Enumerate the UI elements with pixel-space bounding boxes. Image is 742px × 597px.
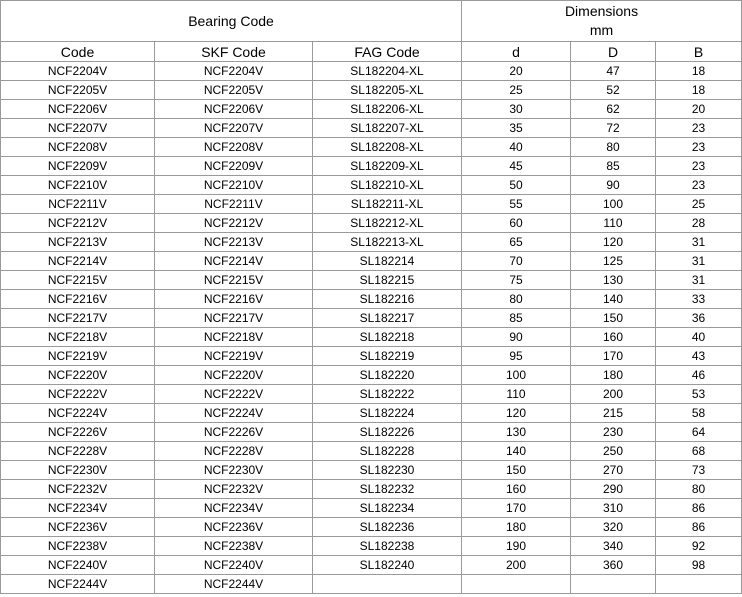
- cell-code: NCF2216V: [1, 290, 155, 309]
- cell-skf-code: NCF2215V: [155, 271, 313, 290]
- cell-b: 23: [656, 157, 742, 176]
- cell-fag-code: SL182213-XL: [313, 233, 462, 252]
- cell-code: NCF2244V: [1, 575, 155, 594]
- cell-skf-code: NCF2224V: [155, 404, 313, 423]
- cell-outer-d: 310: [571, 499, 656, 518]
- cell-b: 40: [656, 328, 742, 347]
- table-row: [1, 271, 742, 290]
- cell-fag-code: SL182232: [313, 480, 462, 499]
- cell-outer-d: 170: [571, 347, 656, 366]
- cell-b: 31: [656, 271, 742, 290]
- cell-code: NCF2215V: [1, 271, 155, 290]
- cell-b: 86: [656, 518, 742, 537]
- cell-d: [462, 575, 571, 594]
- cell-outer-d: 200: [571, 385, 656, 404]
- cell-skf-code: NCF2205V: [155, 81, 313, 100]
- cell-fag-code: SL182238: [313, 537, 462, 556]
- cell-code: NCF2238V: [1, 537, 155, 556]
- cell-code: NCF2222V: [1, 385, 155, 404]
- cell-b: 68: [656, 442, 742, 461]
- cell-b: 23: [656, 176, 742, 195]
- cell-fag-code: SL182219: [313, 347, 462, 366]
- cell-skf-code: NCF2222V: [155, 385, 313, 404]
- table-row: [1, 347, 742, 366]
- cell-skf-code: NCF2217V: [155, 309, 313, 328]
- cell-fag-code: SL182214: [313, 252, 462, 271]
- column-header-skf-code: SKF Code: [155, 42, 313, 62]
- cell-outer-d: 90: [571, 176, 656, 195]
- cell-outer-d: 290: [571, 480, 656, 499]
- cell-b: 18: [656, 81, 742, 100]
- cell-d: 85: [462, 309, 571, 328]
- cell-code: NCF2228V: [1, 442, 155, 461]
- cell-skf-code: NCF2208V: [155, 138, 313, 157]
- cell-code: NCF2210V: [1, 176, 155, 195]
- table-row: [1, 214, 742, 233]
- table-row: [1, 81, 742, 100]
- cell-d: 200: [462, 556, 571, 575]
- cell-outer-d: 100: [571, 195, 656, 214]
- cell-code: NCF2204V: [1, 62, 155, 81]
- table-row: [1, 366, 742, 385]
- cell-skf-code: NCF2232V: [155, 480, 313, 499]
- cell-fag-code: SL182211-XL: [313, 195, 462, 214]
- cell-fag-code: SL182215: [313, 271, 462, 290]
- cell-code: NCF2217V: [1, 309, 155, 328]
- cell-fag-code: SL182224: [313, 404, 462, 423]
- cell-b: 43: [656, 347, 742, 366]
- cell-b: 73: [656, 461, 742, 480]
- cell-b: 80: [656, 480, 742, 499]
- cell-skf-code: NCF2216V: [155, 290, 313, 309]
- cell-outer-d: 230: [571, 423, 656, 442]
- cell-outer-d: 270: [571, 461, 656, 480]
- cell-d: 90: [462, 328, 571, 347]
- cell-d: 190: [462, 537, 571, 556]
- cell-code: NCF2226V: [1, 423, 155, 442]
- table-row: [1, 119, 742, 138]
- cell-fag-code: SL182230: [313, 461, 462, 480]
- cell-outer-d: 320: [571, 518, 656, 537]
- cell-fag-code: SL182217: [313, 309, 462, 328]
- cell-skf-code: NCF2219V: [155, 347, 313, 366]
- cell-code: NCF2207V: [1, 119, 155, 138]
- cell-skf-code: NCF2209V: [155, 157, 313, 176]
- table-row: [1, 290, 742, 309]
- group-header-row: [1, 1, 742, 42]
- cell-fag-code: SL182220: [313, 366, 462, 385]
- table-row: [1, 328, 742, 347]
- cell-d: 65: [462, 233, 571, 252]
- table-row: [1, 176, 742, 195]
- column-header-d: d: [462, 42, 571, 62]
- table-row: [1, 480, 742, 499]
- cell-code: NCF2240V: [1, 556, 155, 575]
- cell-code: NCF2218V: [1, 328, 155, 347]
- table-row: [1, 100, 742, 119]
- table-body: [1, 62, 742, 594]
- cell-b: 20: [656, 100, 742, 119]
- cell-outer-d: 62: [571, 100, 656, 119]
- cell-d: 55: [462, 195, 571, 214]
- cell-outer-d: 250: [571, 442, 656, 461]
- table-row: [1, 233, 742, 252]
- cell-skf-code: NCF2206V: [155, 100, 313, 119]
- cell-skf-code: NCF2210V: [155, 176, 313, 195]
- cell-d: 30: [462, 100, 571, 119]
- cell-code: NCF2208V: [1, 138, 155, 157]
- cell-b: 86: [656, 499, 742, 518]
- cell-fag-code: SL182208-XL: [313, 138, 462, 157]
- cell-outer-d: 52: [571, 81, 656, 100]
- cell-skf-code: NCF2218V: [155, 328, 313, 347]
- cell-d: 50: [462, 176, 571, 195]
- cell-b: 28: [656, 214, 742, 233]
- table-row: [1, 309, 742, 328]
- cell-d: 35: [462, 119, 571, 138]
- cell-d: 110: [462, 385, 571, 404]
- cell-fag-code: SL182236: [313, 518, 462, 537]
- cell-outer-d: 85: [571, 157, 656, 176]
- column-header-b: B: [656, 42, 742, 62]
- cell-code: NCF2220V: [1, 366, 155, 385]
- cell-d: 40: [462, 138, 571, 157]
- cell-skf-code: NCF2207V: [155, 119, 313, 138]
- cell-skf-code: NCF2230V: [155, 461, 313, 480]
- cell-code: NCF2206V: [1, 100, 155, 119]
- cell-code: NCF2213V: [1, 233, 155, 252]
- cell-d: 180: [462, 518, 571, 537]
- cell-b: 31: [656, 233, 742, 252]
- cell-d: 70: [462, 252, 571, 271]
- cell-b: 92: [656, 537, 742, 556]
- column-header-fag-code: FAG Code: [313, 42, 462, 62]
- cell-fag-code: SL182212-XL: [313, 214, 462, 233]
- cell-b: 33: [656, 290, 742, 309]
- bearing-code-header: Bearing Code: [1, 1, 462, 42]
- cell-code: NCF2205V: [1, 81, 155, 100]
- table-row: [1, 442, 742, 461]
- cell-fag-code: SL182209-XL: [313, 157, 462, 176]
- dimensions-unit: mm: [589, 22, 614, 38]
- cell-fag-code: SL182204-XL: [313, 62, 462, 81]
- cell-outer-d: 360: [571, 556, 656, 575]
- column-header-row: [1, 42, 742, 62]
- cell-outer-d: [571, 575, 656, 594]
- cell-outer-d: 150: [571, 309, 656, 328]
- table-row: [1, 157, 742, 176]
- cell-d: 170: [462, 499, 571, 518]
- cell-b: 36: [656, 309, 742, 328]
- table-row: [1, 62, 742, 81]
- cell-fag-code: SL182222: [313, 385, 462, 404]
- cell-d: 130: [462, 423, 571, 442]
- cell-d: 100: [462, 366, 571, 385]
- cell-d: 20: [462, 62, 571, 81]
- cell-skf-code: NCF2234V: [155, 499, 313, 518]
- cell-skf-code: NCF2214V: [155, 252, 313, 271]
- cell-d: 95: [462, 347, 571, 366]
- cell-fag-code: SL182216: [313, 290, 462, 309]
- cell-code: NCF2214V: [1, 252, 155, 271]
- table-row: [1, 575, 742, 594]
- cell-code: NCF2234V: [1, 499, 155, 518]
- table-row: [1, 138, 742, 157]
- cell-d: 75: [462, 271, 571, 290]
- table-row: [1, 423, 742, 442]
- cell-outer-d: 130: [571, 271, 656, 290]
- cell-outer-d: 340: [571, 537, 656, 556]
- cell-skf-code: NCF2244V: [155, 575, 313, 594]
- cell-code: NCF2209V: [1, 157, 155, 176]
- cell-b: 31: [656, 252, 742, 271]
- cell-outer-d: 180: [571, 366, 656, 385]
- cell-skf-code: NCF2240V: [155, 556, 313, 575]
- cell-b: 23: [656, 119, 742, 138]
- cell-code: NCF2224V: [1, 404, 155, 423]
- cell-skf-code: NCF2238V: [155, 537, 313, 556]
- cell-b: 53: [656, 385, 742, 404]
- cell-code: NCF2230V: [1, 461, 155, 480]
- cell-d: 150: [462, 461, 571, 480]
- cell-d: 60: [462, 214, 571, 233]
- cell-skf-code: NCF2228V: [155, 442, 313, 461]
- cell-b: 98: [656, 556, 742, 575]
- table-row: [1, 499, 742, 518]
- cell-code: NCF2212V: [1, 214, 155, 233]
- cell-skf-code: NCF2226V: [155, 423, 313, 442]
- cell-code: NCF2211V: [1, 195, 155, 214]
- cell-fag-code: SL182210-XL: [313, 176, 462, 195]
- cell-fag-code: SL182240: [313, 556, 462, 575]
- cell-d: 80: [462, 290, 571, 309]
- table-row: [1, 385, 742, 404]
- table-row: [1, 556, 742, 575]
- cell-d: 25: [462, 81, 571, 100]
- cell-outer-d: 72: [571, 119, 656, 138]
- cell-fag-code: SL182234: [313, 499, 462, 518]
- cell-skf-code: NCF2212V: [155, 214, 313, 233]
- cell-b: 64: [656, 423, 742, 442]
- cell-skf-code: NCF2204V: [155, 62, 313, 81]
- cell-b: 18: [656, 62, 742, 81]
- dimensions-title: Dimensions: [564, 3, 639, 19]
- column-header-code: Code: [1, 42, 155, 62]
- cell-fag-code: SL182228: [313, 442, 462, 461]
- cell-fag-code: SL182226: [313, 423, 462, 442]
- dimensions-header: [462, 1, 742, 42]
- cell-b: 25: [656, 195, 742, 214]
- cell-skf-code: NCF2236V: [155, 518, 313, 537]
- cell-outer-d: 125: [571, 252, 656, 271]
- table-row: [1, 252, 742, 271]
- cell-b: 58: [656, 404, 742, 423]
- cell-fag-code: SL182205-XL: [313, 81, 462, 100]
- cell-fag-code: SL182206-XL: [313, 100, 462, 119]
- column-header-outer-d: D: [571, 42, 656, 62]
- cell-fag-code: SL182207-XL: [313, 119, 462, 138]
- cell-code: NCF2236V: [1, 518, 155, 537]
- cell-b: [656, 575, 742, 594]
- cell-b: 46: [656, 366, 742, 385]
- cell-outer-d: 47: [571, 62, 656, 81]
- cell-code: NCF2219V: [1, 347, 155, 366]
- cell-outer-d: 215: [571, 404, 656, 423]
- table-row: [1, 404, 742, 423]
- table-row: [1, 195, 742, 214]
- cell-d: 120: [462, 404, 571, 423]
- cell-outer-d: 140: [571, 290, 656, 309]
- cell-outer-d: 120: [571, 233, 656, 252]
- cell-outer-d: 80: [571, 138, 656, 157]
- cell-outer-d: 160: [571, 328, 656, 347]
- cell-d: 160: [462, 480, 571, 499]
- cell-fag-code: SL182218: [313, 328, 462, 347]
- cell-d: 140: [462, 442, 571, 461]
- cell-skf-code: NCF2213V: [155, 233, 313, 252]
- table-row: [1, 537, 742, 556]
- cell-outer-d: 110: [571, 214, 656, 233]
- cell-b: 23: [656, 138, 742, 157]
- cell-skf-code: NCF2220V: [155, 366, 313, 385]
- table-row: [1, 461, 742, 480]
- cell-d: 45: [462, 157, 571, 176]
- cell-fag-code: [313, 575, 462, 594]
- cell-skf-code: NCF2211V: [155, 195, 313, 214]
- cell-code: NCF2232V: [1, 480, 155, 499]
- table-row: [1, 518, 742, 537]
